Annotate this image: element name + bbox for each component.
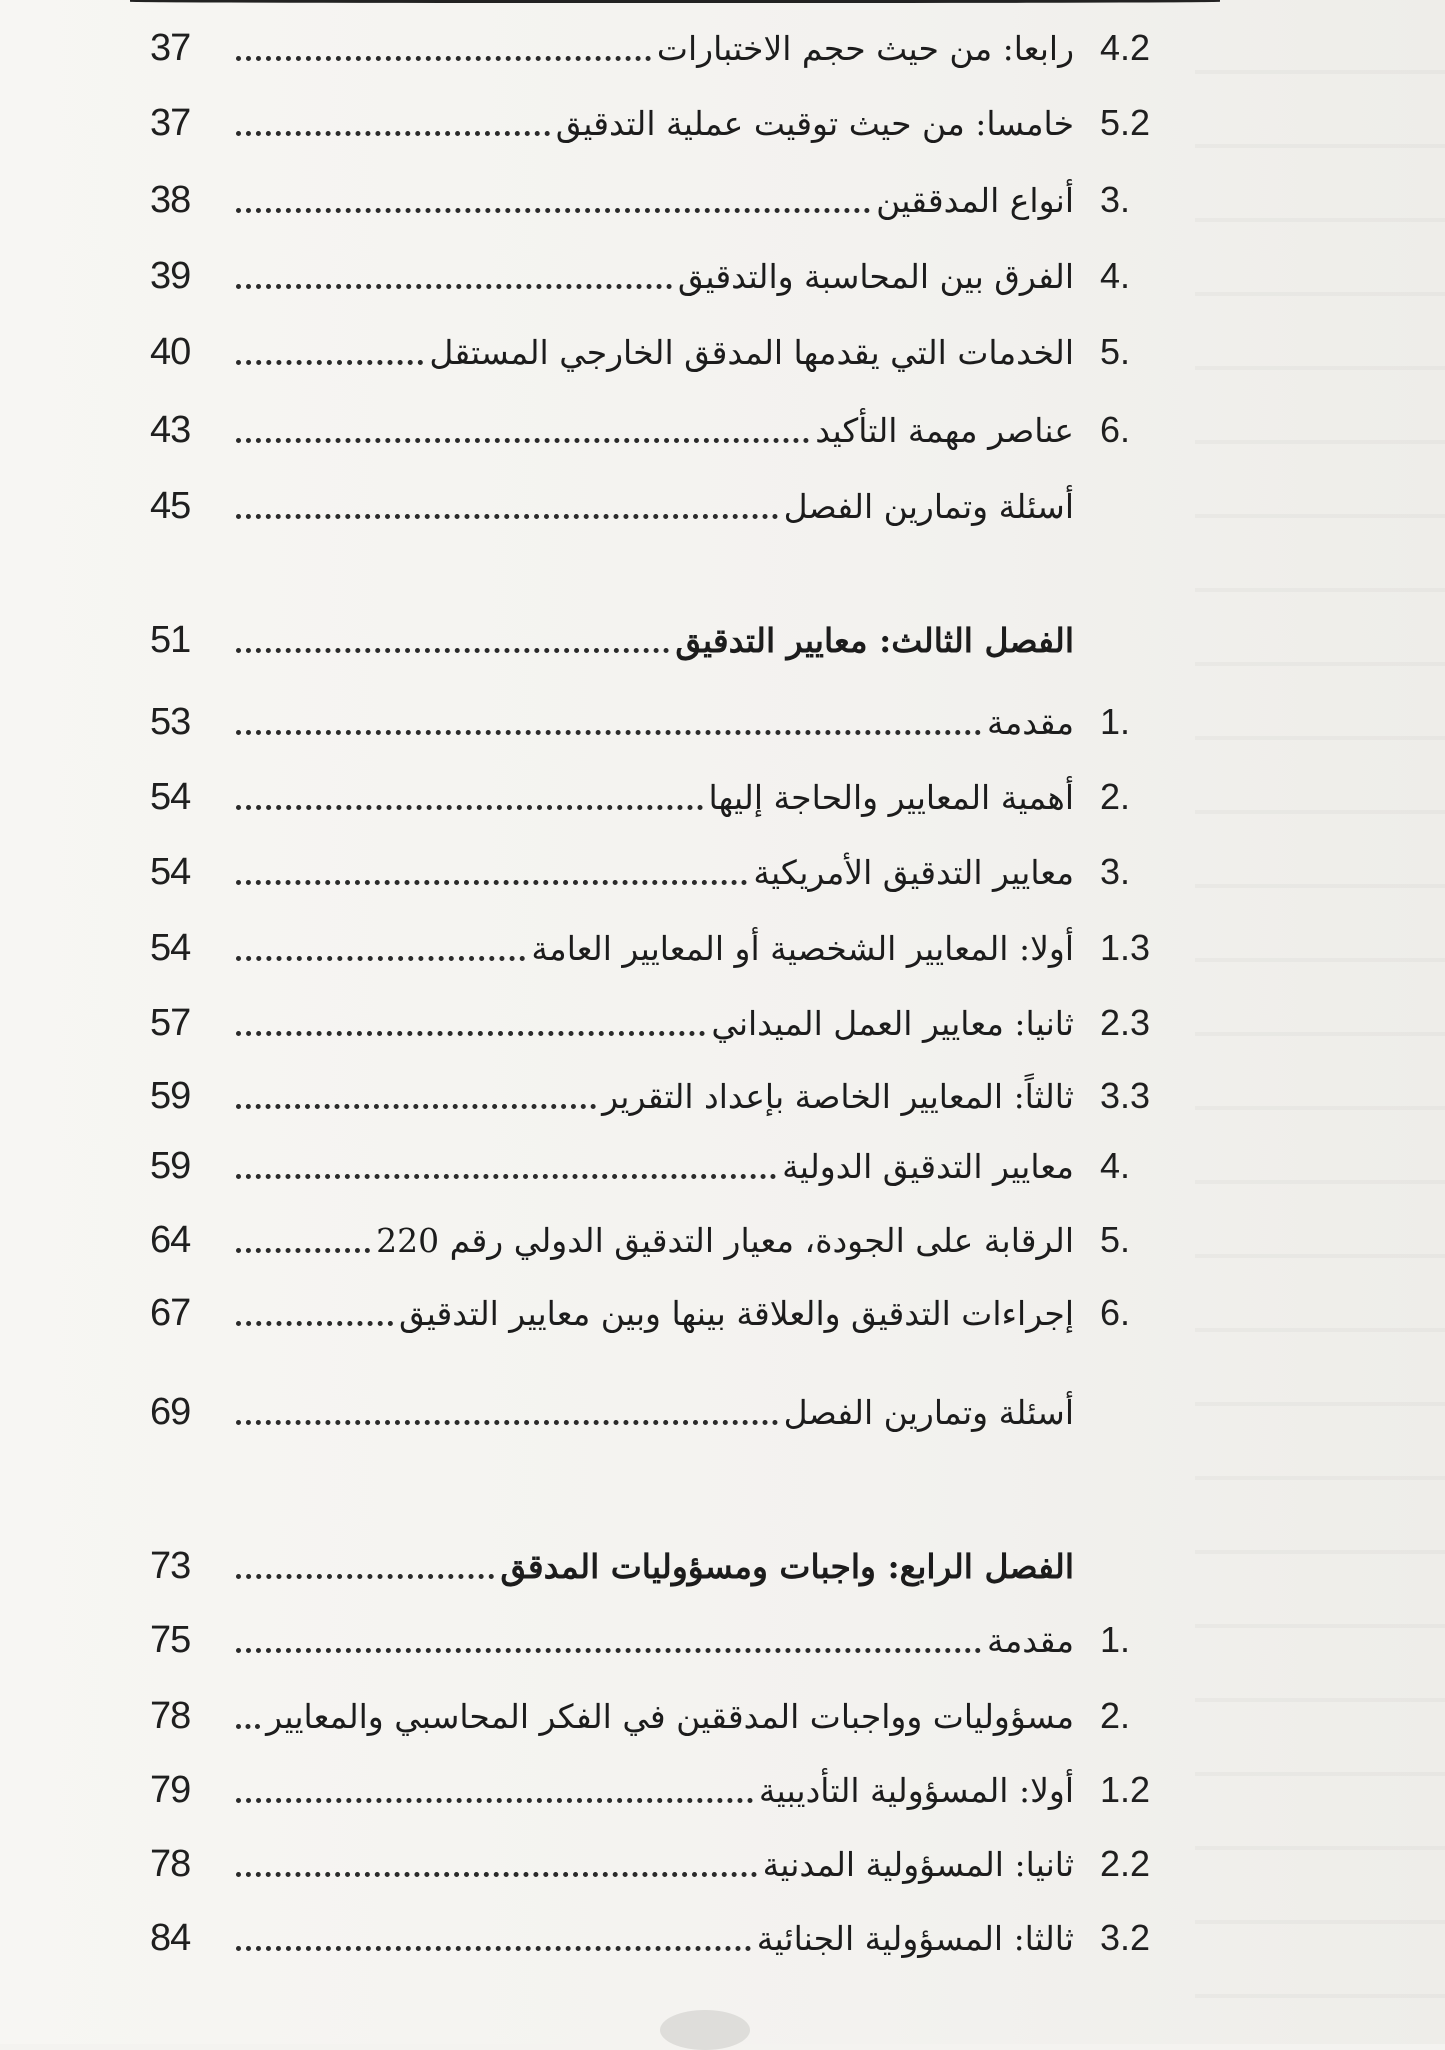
toc-row <box>150 1611 1230 1669</box>
toc-title: خامسا: من حيث توقيت عملية التدقيق <box>555 103 1074 143</box>
toc-section-number: 6. <box>1100 1292 1131 1333</box>
toc-row <box>150 693 1230 751</box>
toc-title: مقدمة <box>986 702 1074 742</box>
toc-row <box>150 1835 1230 1893</box>
toc-section-number: 1.2 <box>1100 1769 1151 1810</box>
toc-section-number: 3. <box>1100 179 1131 220</box>
dot-leader <box>236 1173 776 1179</box>
toc-section-number: 5. <box>1100 331 1131 372</box>
toc-row <box>150 1137 1230 1195</box>
toc-row <box>150 1067 1230 1125</box>
toc-page-number: 84 <box>150 1916 191 1959</box>
toc-section-number: 1. <box>1100 701 1131 742</box>
toc-page-number: 67 <box>150 1291 191 1334</box>
toc-row <box>150 19 1230 77</box>
toc-title: مسؤوليات وواجبات المدققين في الفكر المحاسبي والمعايير <box>266 1696 1074 1736</box>
toc-page-number: 40 <box>150 330 191 373</box>
toc-title: عناصر مهمة التأكيد <box>815 410 1074 450</box>
toc-row <box>150 171 1230 229</box>
dot-leader <box>236 130 550 136</box>
dot-leader <box>236 879 747 885</box>
toc-title: الفصل الثالث: معايير التدقيق <box>675 620 1074 660</box>
toc-row <box>150 768 1230 826</box>
toc-page-number: 54 <box>150 926 191 969</box>
toc-title: أسئلة وتمارين الفصل <box>783 486 1074 526</box>
toc-page-number: 59 <box>150 1144 191 1187</box>
toc-page-number: 64 <box>150 1218 191 1261</box>
toc-title: أنواع المدققين <box>876 180 1074 220</box>
toc-row <box>150 323 1230 381</box>
dot-leader <box>236 1320 393 1326</box>
toc-title: رابعا: من حيث حجم الاختبارات <box>656 28 1074 68</box>
toc-title: ثالثا: المسؤولية الجنائية <box>756 1918 1074 1958</box>
toc-section-number: 4. <box>1100 255 1131 296</box>
toc-page-number: 54 <box>150 850 191 893</box>
toc-page-number: 73 <box>150 1544 191 1587</box>
toc-page-number: 78 <box>150 1694 191 1737</box>
dot-leader <box>236 1871 757 1877</box>
toc-page-number: 79 <box>150 1768 191 1811</box>
toc-section-number: 1. <box>1100 1619 1131 1660</box>
toc-title: أهمية المعايير والحاجة إليها <box>708 777 1074 817</box>
toc-page-number: 39 <box>150 254 191 297</box>
dot-leader <box>236 1103 596 1109</box>
dot-leader <box>236 55 651 61</box>
toc-row <box>150 1383 1230 1441</box>
toc-title: أولا: المعايير الشخصية أو المعايير العامة <box>531 928 1074 968</box>
toc-title: الفصل الرابع: واجبات ومسؤوليات المدقق <box>500 1546 1074 1586</box>
toc-page-number: 54 <box>150 775 191 818</box>
toc-page-number: 38 <box>150 178 191 221</box>
toc-title: الفرق بين المحاسبة والتدقيق <box>677 256 1074 296</box>
toc-title: الخدمات التي يقدمها المدقق الخارجي المستقل <box>429 332 1074 372</box>
toc-page-number: 78 <box>150 1842 191 1885</box>
dot-leader <box>236 1419 778 1425</box>
toc-row <box>150 1761 1230 1819</box>
toc-section-number: 1.3 <box>1100 927 1151 968</box>
dot-leader <box>236 955 525 961</box>
toc-section-number: 3.2 <box>1100 1917 1151 1958</box>
toc-title: معايير التدقيق الأمريكية <box>753 852 1074 892</box>
toc-title: معايير التدقيق الدولية <box>782 1146 1074 1186</box>
toc-page-number: 59 <box>150 1074 191 1117</box>
toc-row <box>150 919 1230 977</box>
toc-section-number: 2.2 <box>1100 1843 1151 1884</box>
toc-row <box>150 1284 1230 1342</box>
toc-row <box>150 94 1230 152</box>
toc-page-number: 45 <box>150 484 191 527</box>
dot-leader <box>236 804 703 810</box>
toc-title: الرقابة على الجودة، معيار التدقيق الدولي رقم 220 <box>376 1220 1074 1260</box>
dot-leader <box>236 207 870 213</box>
toc-page-number: 37 <box>150 101 191 144</box>
dot-leader <box>236 359 423 365</box>
toc-page-number: 57 <box>150 1001 191 1044</box>
toc-chapter-row <box>150 1537 1230 1595</box>
toc-section-number: 2.3 <box>1100 1002 1151 1043</box>
toc-title: أولا: المسؤولية التأديبية <box>758 1770 1074 1810</box>
toc-title: ثانيا: المسؤولية المدنية <box>762 1844 1074 1884</box>
toc-page-number: 51 <box>150 618 191 661</box>
dot-leader <box>236 1797 753 1803</box>
dot-leader <box>236 283 672 289</box>
toc-row <box>150 843 1230 901</box>
toc-row <box>150 1687 1230 1745</box>
dot-leader <box>236 1723 260 1729</box>
toc-section-number: 6. <box>1100 409 1131 450</box>
toc-section-number: 5.2 <box>1100 102 1151 143</box>
toc-section-number: 3. <box>1100 851 1131 892</box>
toc-section-number: 2. <box>1100 1695 1131 1736</box>
toc-row <box>150 1211 1230 1269</box>
toc-title: ثالثاً: المعايير الخاصة بإعداد التقرير <box>602 1076 1074 1116</box>
page-shadow <box>660 2010 750 2050</box>
toc-row <box>150 994 1230 1052</box>
dot-leader <box>236 437 809 443</box>
dot-leader <box>236 1030 705 1036</box>
toc-title: إجراءات التدقيق والعلاقة بينها وبين معايير التدقيق <box>399 1293 1074 1333</box>
toc-page-number: 43 <box>150 408 191 451</box>
toc-section-number: 3.3 <box>1100 1075 1151 1116</box>
toc-section-number: 4. <box>1100 1145 1131 1186</box>
dot-leader <box>236 513 778 519</box>
toc-title: ثانيا: معايير العمل الميداني <box>711 1003 1074 1043</box>
toc-row <box>150 477 1230 535</box>
toc-section-number: 4.2 <box>1100 27 1151 68</box>
toc-title: مقدمة <box>986 1620 1074 1660</box>
toc-page-number: 37 <box>150 26 191 69</box>
toc-row <box>150 1909 1230 1967</box>
dot-leader <box>236 1247 370 1253</box>
toc-page-number: 69 <box>150 1390 191 1433</box>
dot-leader <box>236 1573 494 1579</box>
dot-leader <box>236 1945 751 1951</box>
toc-page-number: 75 <box>150 1618 191 1661</box>
toc-title: أسئلة وتمارين الفصل <box>783 1392 1074 1432</box>
dot-leader <box>236 729 981 735</box>
toc-page-number: 53 <box>150 700 191 743</box>
toc-row <box>150 401 1230 459</box>
dot-leader <box>236 647 669 653</box>
dot-leader <box>236 1647 981 1653</box>
toc-chapter-row <box>150 611 1230 669</box>
toc-section-number: 2. <box>1100 776 1131 817</box>
toc-section-number: 5. <box>1100 1219 1131 1260</box>
toc-row <box>150 247 1230 305</box>
